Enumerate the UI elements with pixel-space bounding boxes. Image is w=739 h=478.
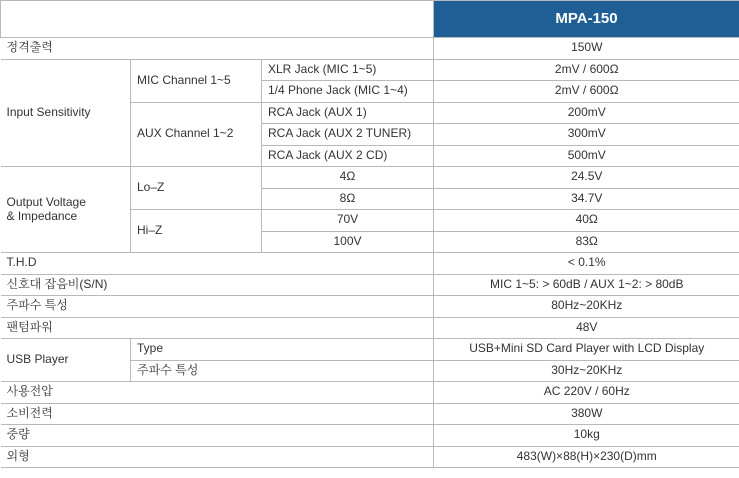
- row-power: [1, 403, 739, 425]
- model-header: MPA-150: [434, 1, 739, 38]
- output-voltage-label-line2: & Impedance: [6, 208, 78, 223]
- aux2-tuner-label: RCA Jack (AUX 2 TUNER): [262, 124, 434, 146]
- hiz-imp-2: 100V: [262, 231, 434, 253]
- loz-label: Lo–Z: [131, 167, 262, 210]
- aux1-label: RCA Jack (AUX 1): [262, 102, 434, 124]
- phantom-value: 48V: [434, 317, 739, 339]
- usb-type-value: USB+Mini SD Card Player with LCD Display: [434, 339, 739, 361]
- aux1-value: 200mV: [434, 102, 739, 124]
- hiz-value-1: 40Ω: [434, 210, 739, 232]
- output-voltage-label-line1: Output Voltage: [6, 194, 86, 209]
- row-input-xlr: [1, 59, 739, 81]
- dimensions-label: 외형: [1, 446, 434, 468]
- usb-freq-value: 30Hz~20KHz: [434, 360, 739, 382]
- power-label: 소비전력: [1, 403, 434, 425]
- mic-channel-label: MIC Channel 1~5: [131, 59, 262, 102]
- freq-label: 주파수 특성: [1, 296, 434, 318]
- usb-freq-label: 주파수 특성: [131, 360, 434, 382]
- weight-value: 10kg: [434, 425, 739, 447]
- row-rated-output: [1, 38, 739, 60]
- loz-value-1: 24.5V: [434, 167, 739, 189]
- row-snr: [1, 274, 739, 296]
- phone-jack-label: 1/4 Phone Jack (MIC 1~4): [262, 81, 434, 103]
- snr-value: MIC 1~5: > 60dB / AUX 1~2: > 80dB: [434, 274, 739, 296]
- phantom-label: 팬텀파워: [1, 317, 434, 339]
- freq-value: 80Hz~20KHz: [434, 296, 739, 318]
- weight-label: 중량: [1, 425, 434, 447]
- input-sensitivity-label: Input Sensitivity: [1, 59, 131, 167]
- row-output-loz-4: [1, 167, 739, 189]
- snr-label: 신호대 잡음비(S/N): [1, 274, 434, 296]
- row-voltage: [1, 382, 739, 404]
- phone-jack-value: 2mV / 600Ω: [434, 81, 739, 103]
- thd-value: < 0.1%: [434, 253, 739, 275]
- rated-output-value: 150W: [434, 38, 739, 60]
- usb-player-label: USB Player: [1, 339, 131, 382]
- xlr-jack-label: XLR Jack (MIC 1~5): [262, 59, 434, 81]
- dimensions-value: 483(W)×88(H)×230(D)mm: [434, 446, 739, 468]
- row-weight: [1, 425, 739, 447]
- hiz-value-2: 83Ω: [434, 231, 739, 253]
- row-phantom: [1, 317, 739, 339]
- hiz-imp-1: 70V: [262, 210, 434, 232]
- voltage-label: 사용전압: [1, 382, 434, 404]
- xlr-jack-value: 2mV / 600Ω: [434, 59, 739, 81]
- header-row: [1, 1, 739, 38]
- aux2-cd-value: 500mV: [434, 145, 739, 167]
- row-thd: [1, 253, 739, 275]
- voltage-value: AC 220V / 60Hz: [434, 382, 739, 404]
- row-dimensions: [1, 446, 739, 468]
- loz-imp-1: 4Ω: [262, 167, 434, 189]
- loz-imp-2: 8Ω: [262, 188, 434, 210]
- header-blank: [1, 1, 434, 38]
- thd-label: T.H.D: [1, 253, 434, 275]
- power-value: 380W: [434, 403, 739, 425]
- usb-type-label: Type: [131, 339, 434, 361]
- aux-channel-label: AUX Channel 1~2: [131, 102, 262, 167]
- aux2-cd-label: RCA Jack (AUX 2 CD): [262, 145, 434, 167]
- output-voltage-label: [1, 167, 131, 253]
- aux2-tuner-value: 300mV: [434, 124, 739, 146]
- hiz-label: Hi–Z: [131, 210, 262, 253]
- rated-output-label: 정격출력: [1, 38, 434, 60]
- row-usb-type: [1, 339, 739, 361]
- row-freq: [1, 296, 739, 318]
- loz-value-2: 34.7V: [434, 188, 739, 210]
